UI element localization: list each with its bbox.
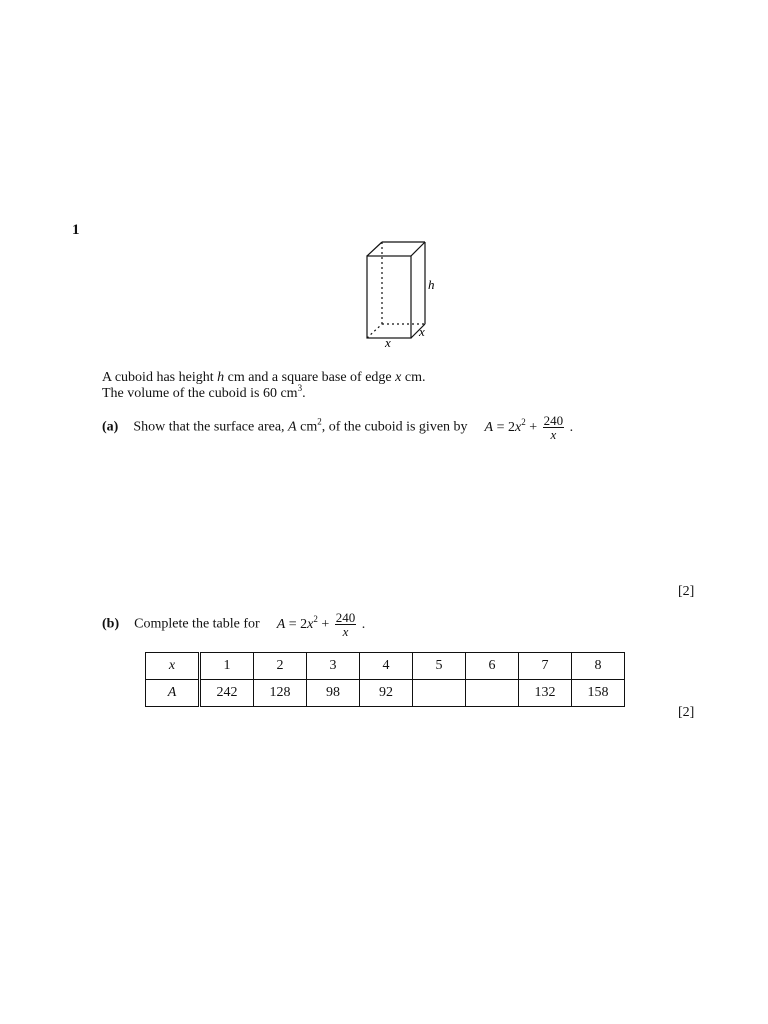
question-number: 1 [72, 222, 80, 238]
surface-area-formula-a: $A = 2x^2$ + $\frac{240}{x}$ . [484, 413, 574, 442]
part-b-label: (b) [102, 616, 120, 632]
table-cell-A: 158 [572, 680, 625, 707]
part-a-marks: [2] [678, 584, 695, 599]
part-b-question: (b) Complete the table for $A = 2x^2$ + $\frac{240}{x}$ . [102, 610, 366, 639]
table-cell-A: 98 [307, 680, 360, 707]
table-cell-A: 132 [519, 680, 572, 707]
table-cell-x: 3 [307, 653, 360, 680]
part-b-marks: [2] [678, 705, 695, 720]
table-cell-x: 6 [466, 653, 519, 680]
table-cell-x: 1 [200, 653, 254, 680]
table-header-A: A [146, 680, 200, 707]
cuboid-label-x-bottom: x [385, 335, 391, 350]
table-cell-A: 92 [360, 680, 413, 707]
table-cell-x: 7 [519, 653, 572, 680]
table-cell-x: 2 [254, 653, 307, 680]
part-a-label: (a) [102, 419, 119, 435]
table-cell-x: 8 [572, 653, 625, 680]
part-a-question: (a) Show that the surface area, A $cm^2$, of the cuboid is given by $A = 2x^2$ + $\frac{240}{x}$ . [102, 413, 574, 442]
table-cell-A-blank[interactable] [413, 680, 466, 707]
cuboid-diagram [355, 236, 450, 351]
intro-line-2: The volume of the cuboid is 60 $cm^3$. [102, 383, 306, 401]
table-row-A [146, 680, 625, 707]
surface-area-formula-b: $A = 2x^2$ + $\frac{240}{x}$ . [276, 610, 366, 639]
cuboid-front-face [367, 256, 411, 338]
table-cell-x: 5 [413, 653, 466, 680]
table-row-x [146, 653, 625, 680]
cuboid-label-x-side: x [419, 324, 425, 339]
table-cell-x: 4 [360, 653, 413, 680]
table-cell-A: 128 [254, 680, 307, 707]
table-cell-A-blank[interactable] [466, 680, 519, 707]
intro-line-1: A cuboid has height h cm and a square base of edge x cm. [102, 370, 426, 385]
table-cell-A: 242 [200, 680, 254, 707]
table-header-x: x [146, 653, 200, 680]
values-table [145, 652, 625, 707]
cuboid-label-h: h [428, 277, 435, 292]
